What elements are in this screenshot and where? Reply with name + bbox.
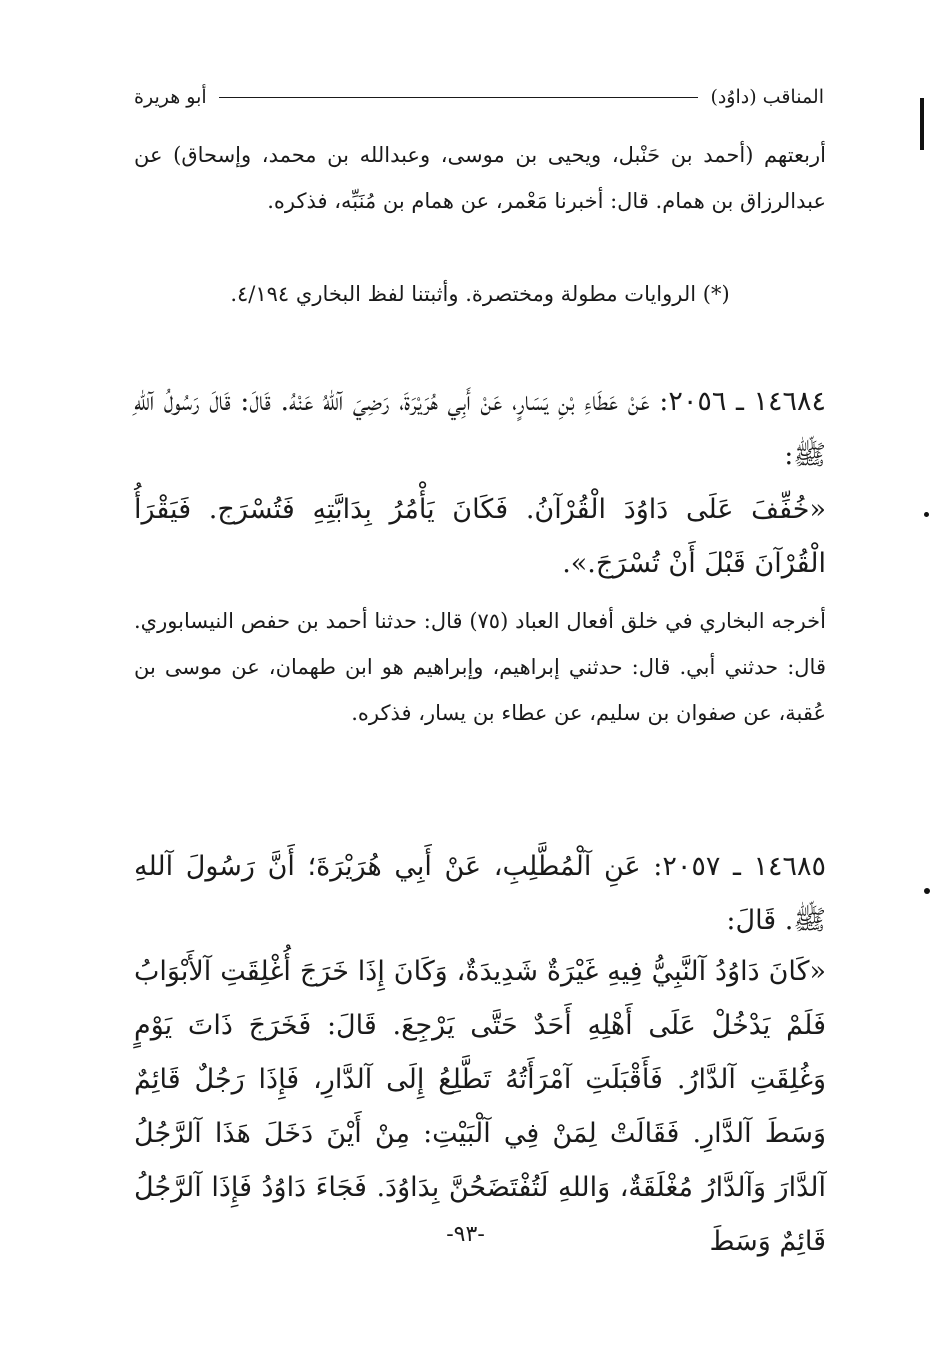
hadith-14685-heading: ١٤٦٨٥ ـ ٢٠٥٧: عَنِ آلْمُطَّلِبِ، عَنْ أَبِي هُرَيْرَةَ؛ أَنَّ رَسُولَ آللهِ ﷺ. قَالَ: (134, 851, 826, 936)
page-number: -٩٣- (446, 1222, 485, 1247)
header-rule (219, 97, 699, 98)
footnote: (*) الروايات مطولة ومختصرة. وأثبتنا لفظ البخاري ٤/١٩٤. (230, 282, 730, 306)
scan-edge-mark (920, 98, 924, 150)
running-header (134, 82, 824, 112)
takhrij-paragraph: أخرجه البخاري في خلق أفعال العباد (٧٥) قال: حدثنا أحمد بن حفص النيسابوري. قال: حدثني أبي. قال: حدثني إبراهيم، وإبراهيم هو ابن طهمان، عن موسى بن عُقبة، عن صفوان بن سليم، عن عطاء بن يسار، فذكره. (134, 609, 826, 725)
scan-dot (924, 888, 930, 894)
hadith-14684-heading: ١٤٦٨٤ ـ ٢٠٥٦: عَنْ عَطَاءِ بْنِ يَسَارٍ، عَنْ أَبِي هُرَيْرَةَ، رَضِيَ آللهُ عَنْهُ. قَالَ: قَالَ رَسُولُ آللهِ ﷺ: (134, 386, 826, 471)
scan-dot (924, 512, 929, 517)
header-chapter: المناقب (داوُد) (710, 86, 824, 108)
header-book: أبو هريرة (134, 86, 207, 108)
hadith-14684-text: «خُفِّفَ عَلَى دَاوُدَ الْقُرْآنُ. فَكَانَ يَأْمُرُ بِدَابَّتِهِ فَتُسْرَج. فَيَقْرَأُ الْقُرْآنَ قَبْلَ أَنْ تُسْرَجَ.». (134, 494, 826, 579)
hadith-14685-text: «كَانَ دَاوُدُ آلنَّبِيُّ فِيهِ غَيْرَةٌ شَدِيدَةٌ، وَكَانَ إِذَا خَرَجَ أُغْلِقَتِ آلأَبْوَابُ فَلَمْ يَدْخُلْ عَلَى أَهْلِهِ أَحَدٌ حَتَّى يَرْجِعَ. قَالَ: فَخَرَجَ ذَاتَ يَوْمٍ وَغُلِقَتِ آلدَّارُ. فَأَقْبَلَتِ آمْرَأَتُهُ تَطَّلِعُ إِلَى آلدَّارِ، فَإِذَا رَجُلٌ قَائِمٌ وَسَطَ آلدَّارِ. فَقَالَتْ لِمَنْ فِي آلْبَيْتِ: مِنْ أَيْنَ دَخَلَ هَذَا آلرَّجُلُ آلدَّارَ وَآلدَّارُ مُغْلَقَةٌ، وَاللهِ لَتُفْتَضَحُنَّ بِدَاوُدَ. فَجَاءَ دَاوُدُ فَإِذَا آلرَّجُلُ قَائِمٌ وَسَطَ (134, 956, 826, 1257)
chain-paragraph: أربعتهم (أحمد بن حَنْبل، ويحيى بن موسى، وعبدالله بن محمد، وإسحاق) عن عبدالرزاق بن همام. قال: أخبرنا مَعْمر، عن همام بن مُنَبِّه، فذكره. (134, 143, 826, 213)
